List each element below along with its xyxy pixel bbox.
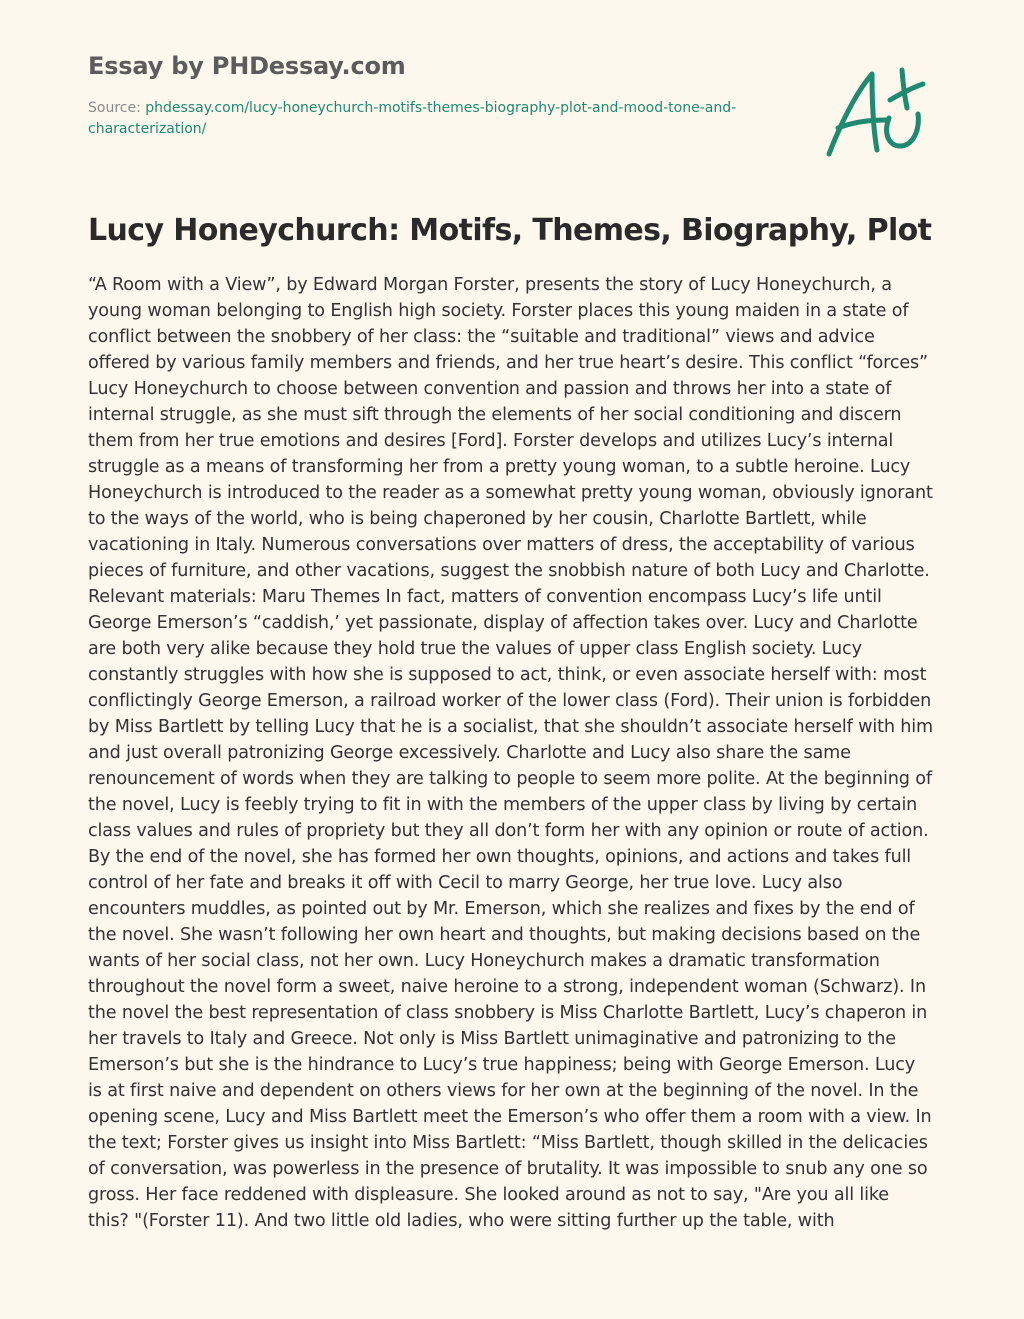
page-header <box>88 50 788 140</box>
source-line <box>88 98 788 140</box>
article-body: “A Room with a View”, by Edward Morgan Forster, presents the story of Lucy Honeychurch, a young woman belonging to English high society. Forster places this young maiden in a state of conflict between the snobbery of her class: the “suitable and traditional” views and advice offered by various family members and friends, and her true heart’s desire. This conflict “forces” Lucy Honeychurch to choose between convention and passion and throws her into a state of internal struggle, as she must sift through the elements of her social conditioning and discern them from her true emotions and desires [Ford]. Forster develops and utilizes Lucy’s internal struggle as a means of transforming her from a pretty young woman, to a subtle heroine. Lucy Honeychurch is introduced to the reader as a somewhat pretty young woman, obviously ignorant to the ways of the world, who is being chaperoned by her cousin, Charlotte Bartlett, while vacationing in Italy. Numerous conversations over matters of dress, the acceptability of various pieces of furniture, and other vacations, suggest the snobbish nature of both Lucy and Charlotte. Relevant materials: Maru Themes In fact, matters of convention encompass Lucy’s life until George Emerson’s “caddish,’ yet passionate, display of affection takes over. Lucy and Charlotte are both very alike because they hold true the values of upper class English society. Lucy constantly struggles with how she is supposed to act, think, or even associate herself with: most conflictingly George Emerson, a railroad worker of the lower class (Ford). Their union is forbidden by Miss Bartlett by telling Lucy that he is a socialist, that she shouldn’t associate herself with him and just overall patronizing George excessively. Charlotte and Lucy also share the same renouncement of words when they are talking to people to seem more polite. At the beginning of the novel, Lucy is feebly trying to fit in with the members of the upper class by living by certain class values and rules of propriety but they all don’t form her with any opinion or route of action. By the end of the novel, she has formed her own thoughts, opinions, and actions and takes full control of her fate and breaks it off with Cecil to marry George, her true love. Lucy also encounters muddles, as pointed out by Mr. Emerson, which she realizes and fixes by the end of the novel. She wasn’t following her own heart and thoughts, but making decisions based on the wants of her social class, not her own. Lucy Honeychurch makes a dramatic transformation throughout the novel form a sweet, naive heroine to a strong, independent woman (Schwarz). In the novel the best representation of class snobbery is Miss Charlotte Bartlett, Lucy’s chaperon in her travels to Italy and Greece. Not only is Miss Bartlett unimaginative and patronizing to the Emerson’s but she is the hindrance to Lucy’s true happiness; being with George Emerson. Lucy is at first naive and dependent on others views for her own at the beginning of the novel. In the opening scene, Lucy and Miss Bartlett meet the Emerson’s who offer them a room with a view. In the text; Forster gives us insight into Miss Bartlett: “Miss Bartlett, though skilled in the delicacies of conversation, was powerless in the presence of brutality. It was impossible to snub any one so gross. Her face reddened with displeasure. She looked around as not to say, "Are you all like this? "(Forster 11). And two little old ladies, who were sitting further up the table, with <box>88 275 934 1231</box>
site-title: Essay by PHDessay.com <box>88 52 406 80</box>
source-label: Source: <box>88 100 146 116</box>
article-title: Lucy Honeychurch: Motifs, Themes, Biography, Plot <box>88 213 932 248</box>
a-plus-logo-icon <box>820 62 930 162</box>
source-link[interactable]: phdessay.com/lucy-honeychurch-motifs-themes-biography-plot-and-mood-tone-and-characterization/ <box>88 100 737 137</box>
